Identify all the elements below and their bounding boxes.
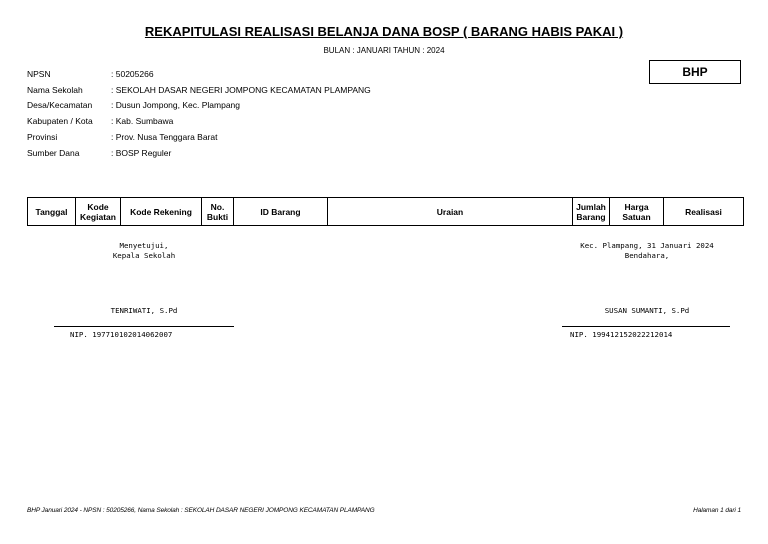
column-header-description: Uraian [328,198,573,226]
info-value: : BOSP Reguler [111,148,171,158]
info-value: : Dusun Jompong, Kec. Plampang [111,100,240,110]
info-row-npsn [27,66,371,82]
report-period: BULAN : JANUARI TAHUN : 2024 [323,46,445,55]
treasurer-signature-line [562,326,730,327]
info-row-fund-source [27,145,371,161]
info-row-province [27,129,371,145]
principal-title: Kepala Sekolah [112,251,176,260]
column-header-activity-code: Kode Kegiatan [76,198,121,226]
principal-approval [54,241,234,261]
info-row-village [27,98,371,114]
treasurer-signature [557,241,737,261]
info-value: : SEKOLAH DASAR NEGERI JOMPONG KECAMATAN PLAMPANG [111,85,371,95]
column-header-realization: Realisasi [664,198,744,226]
footer-document-info: BHP Januari 2024 - NPSN : 50205266, Nama Sekolah : SEKOLAH DASAR NEGERI JOMPONG KECAMATAN PLAMPANG [27,507,375,514]
info-value: : 50205266 [111,69,154,79]
column-header-quantity: Jumlah Barang [573,198,610,226]
info-label: Sumber Dana [27,147,80,158]
column-header-date: Tanggal [28,198,76,226]
approval-label: Menyetujui, [119,241,169,250]
principal-signature-line [54,326,234,327]
expenditure-table [27,197,744,226]
info-label: NPSN [27,68,51,79]
info-label: Desa/Kecamatan [27,100,93,111]
treasurer-title: Bendahara, [624,251,670,260]
column-header-account-code: Kode Rekening [121,198,202,226]
principal-nip: NIP. 197710102014062007 [70,330,173,339]
footer-page-number: Halaman 1 dari 1 [693,507,741,514]
column-header-item-id: ID Barang [234,198,328,226]
info-label: Kabupaten / Kota [27,116,93,127]
principal-name: TENRIWATI, S.Pd [110,306,178,315]
info-row-school-name [27,82,371,98]
info-value: : Kab. Sumbawa [111,116,173,126]
info-value: : Prov. Nusa Tenggara Barat [111,132,217,142]
info-label: Provinsi [27,132,58,143]
report-title: REKAPITULASI REALISASI BELANJA DANA BOSP ( BARANG HABIS PAKAI ) [144,24,624,39]
school-info [27,66,371,161]
info-label: Nama Sekolah [27,84,83,95]
column-header-unit-price: Harga Satuan [610,198,664,226]
report-type-badge: BHP [649,60,741,84]
table-header-row [28,198,744,226]
place-date: Kec. Plampang, 31 Januari 2024 [580,241,714,250]
info-row-regency [27,113,371,129]
column-header-receipt-no: No. Bukti [202,198,234,226]
treasurer-nip: NIP. 199412152022212014 [570,330,673,339]
treasurer-name: SUSAN SUMANTI, S.Pd [604,306,690,315]
